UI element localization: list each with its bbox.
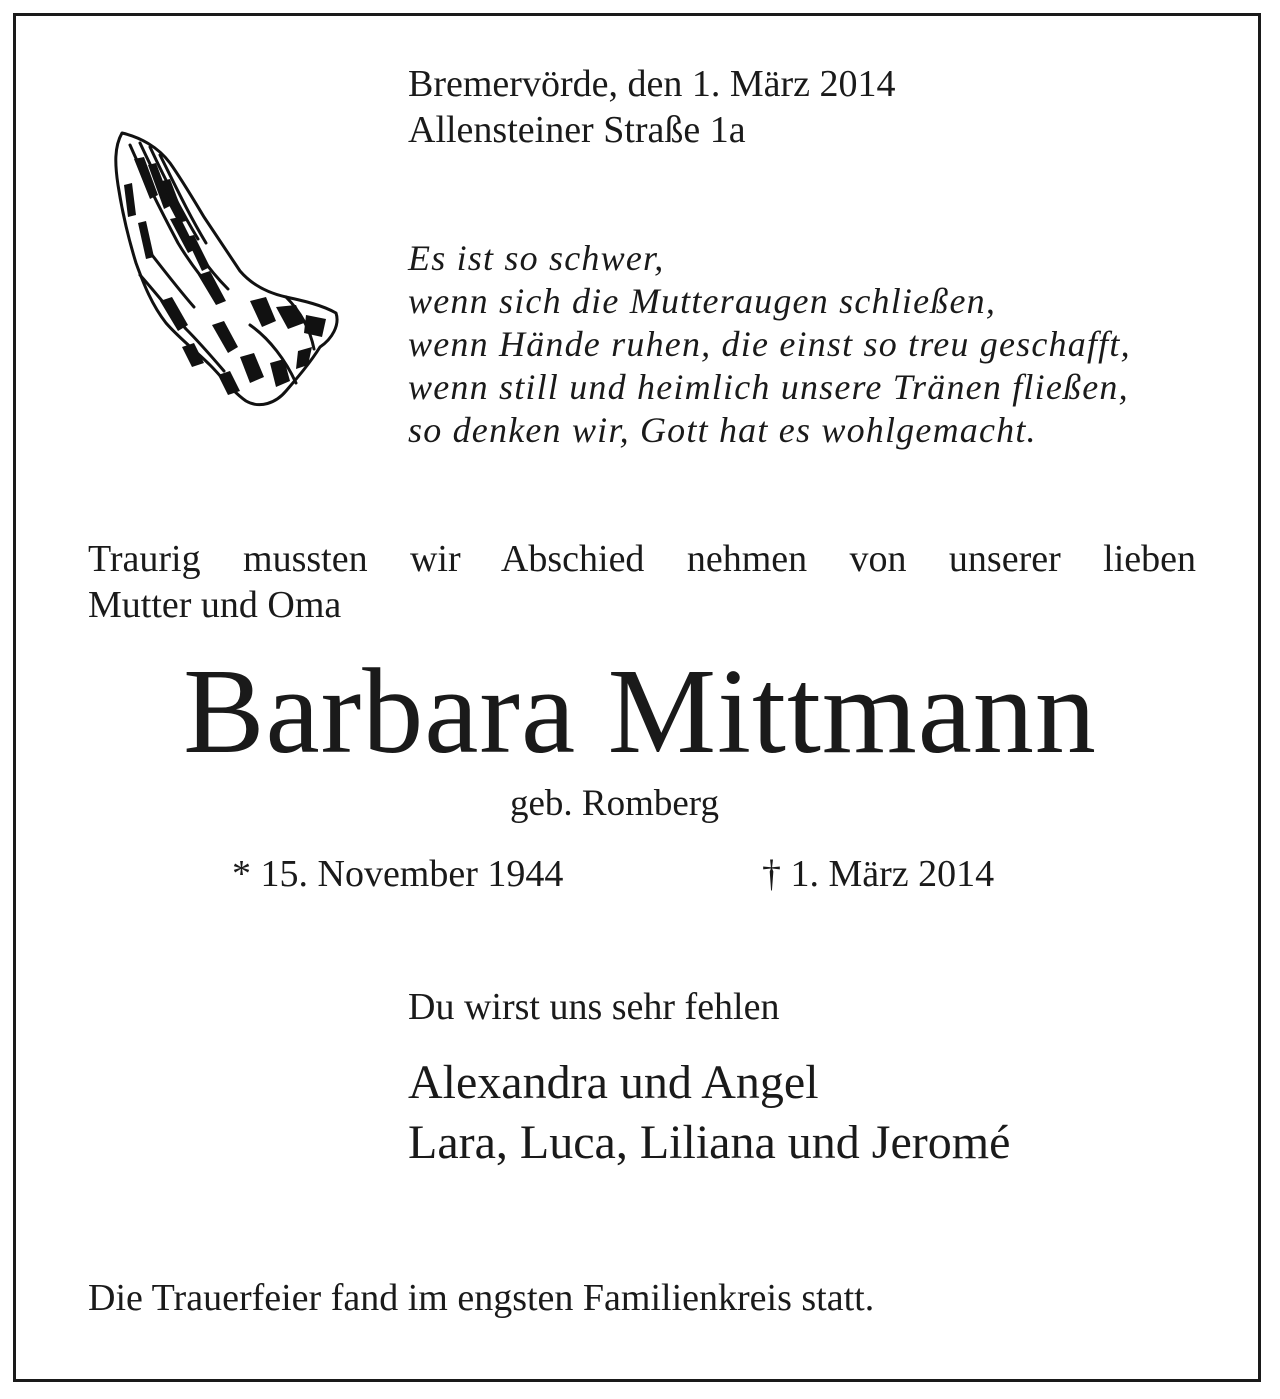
intro-line: Mutter und Oma — [88, 584, 342, 626]
mourners — [408, 1053, 1010, 1173]
maiden-name: geb. Romberg — [510, 783, 719, 824]
poem-line: wenn Hände ruhen, die einst so treu geschafft, — [408, 324, 1131, 364]
praying-hands-icon — [100, 125, 350, 415]
poem-line: wenn still und heimlich unsere Tränen fließen, — [408, 367, 1129, 407]
intro-text — [88, 536, 1196, 628]
address: Allensteiner Straße 1a — [408, 109, 746, 151]
poem-line: Es ist so schwer, — [408, 238, 665, 278]
place-date: Bremervörde, den 1. März 2014 — [408, 63, 896, 105]
poem-line: so denken wir, Gott hat es wohlgemacht. — [408, 410, 1037, 450]
farewell-text: Du wirst uns sehr fehlen — [408, 986, 780, 1028]
mourners-line: Lara, Luca, Liliana und Jeromé — [408, 1116, 1011, 1169]
poem-line: wenn sich die Mutteraugen schließen, — [408, 281, 997, 321]
intro-line: Traurig mussten wir Abschied nehmen von unserer lieben — [88, 538, 1196, 580]
funeral-note: Die Trauerfeier fand im engsten Familienkreis statt. — [88, 1277, 875, 1319]
poem — [408, 237, 1131, 452]
deceased-name: Barbara Mittmann — [183, 644, 1097, 779]
birth-date: * 15. November 1944 — [232, 853, 564, 895]
death-date: † 1. März 2014 — [762, 853, 995, 895]
mourners-line: Alexandra und Angel — [408, 1056, 819, 1109]
